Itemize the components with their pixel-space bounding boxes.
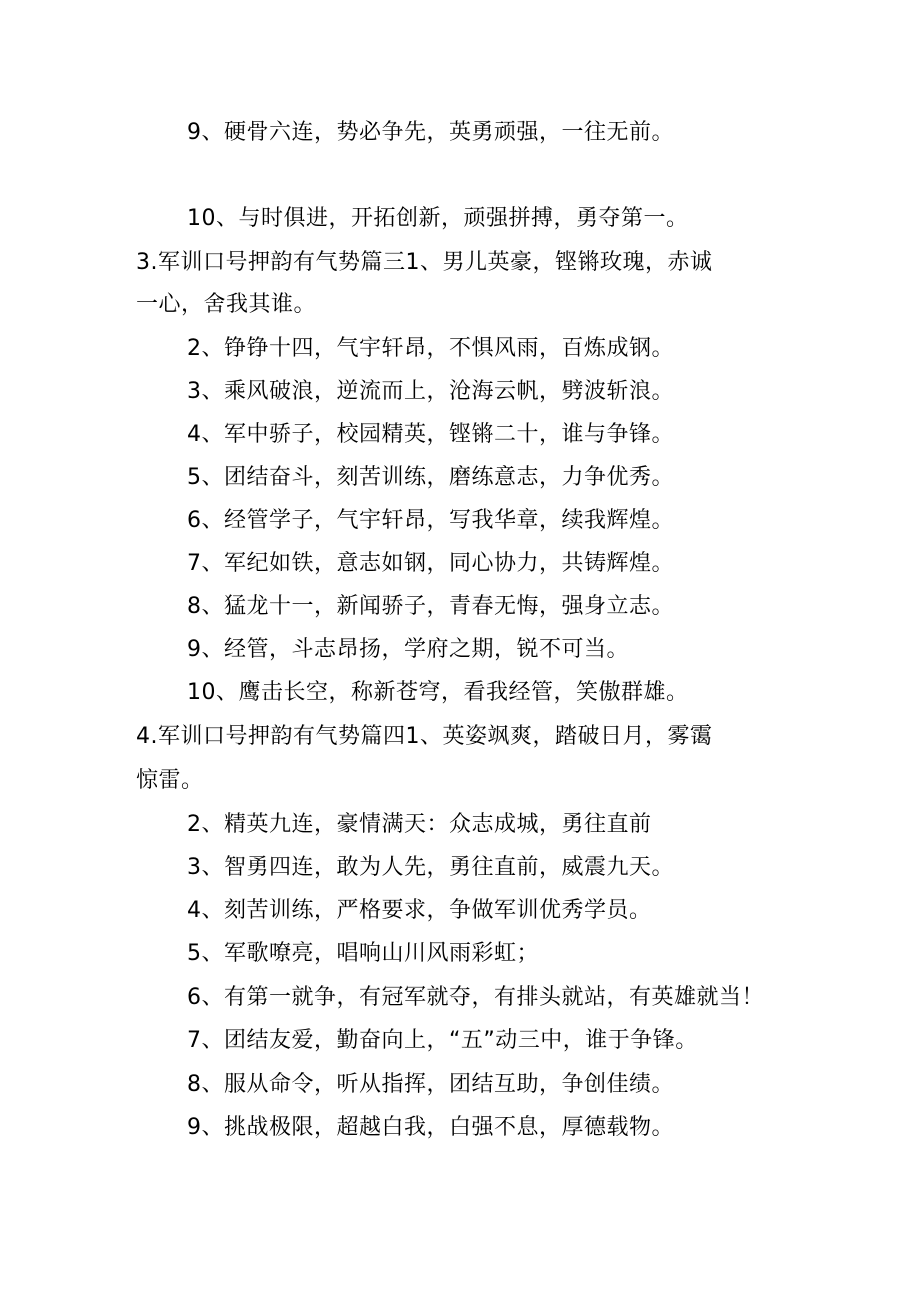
text-line: 8、猛龙十一，新闻骄子，青春无悔，强身立志。: [187, 594, 674, 619]
text-line: 6、有第一就争，有冠军就夺，有排头就站，有英雄就当！: [187, 985, 764, 1010]
text-line: 4、刻苦训练，严格要求，争做军训优秀学员。: [187, 898, 652, 923]
text-line: 2、铮铮十四，气宇轩昂，不惧风雨，百炼成钢。: [187, 336, 674, 361]
text-line: 8、服从命令，听从指挥，团结互助，争创佳绩。: [187, 1072, 674, 1097]
text-line: 5、团结奋斗，刻苦训练，磨练意志，力争优秀。: [187, 465, 674, 490]
text-line: 10、鹰击长空，称新苍穹，看我经管，笑傲群雄。: [187, 680, 689, 705]
text-line: 7、军纪如铁，意志如钢，同心协力，共铸辉煌。: [187, 551, 674, 576]
text-line: 7、团结友爱，勤奋向上，“五”动三中，谁于争锋。: [187, 1028, 698, 1053]
text-line: 一心，舍我其谁。: [136, 292, 317, 317]
text-line: 9、挑战极限，超越白我，白强不息，厚德载物。: [187, 1115, 674, 1140]
text-line: 3、智勇四连，敢为人先，勇往直前，威震九天。: [187, 855, 674, 880]
section-heading: 4.军训口号押韵有气势篇四1、英姿飒爽，踏破日月，雾霭: [136, 724, 713, 749]
text-line: 9、经管，斗志昂扬，学府之期，锐不可当。: [187, 637, 629, 662]
text-line: 6、经管学子，气宇轩昂，写我华章，续我辉煌。: [187, 508, 674, 533]
text-line: 3、乘风破浪，逆流而上，沧海云帆，劈波斩浪。: [187, 379, 674, 404]
text-line: 10、与时俱进，开拓创新，顽强拼搏，勇夺第一。: [187, 206, 689, 231]
text-line: 惊雷。: [136, 768, 204, 793]
text-line: 4、军中骄子，校园精英，铿锵二十，谁与争锋。: [187, 422, 674, 447]
text-line: 5、军歌嘹亮，唱响山川风雨彩虹；: [187, 941, 539, 966]
section-heading: 3.军训口号押韵有气势篇三1、男儿英豪，铿锵玫瑰，赤诚: [136, 250, 713, 275]
text-line: 2、精英九连，豪情满天：众志成城，勇往直前: [187, 812, 652, 837]
text-line: 9、硬骨六连，势必争先，英勇顽强，一往无前。: [187, 120, 674, 145]
